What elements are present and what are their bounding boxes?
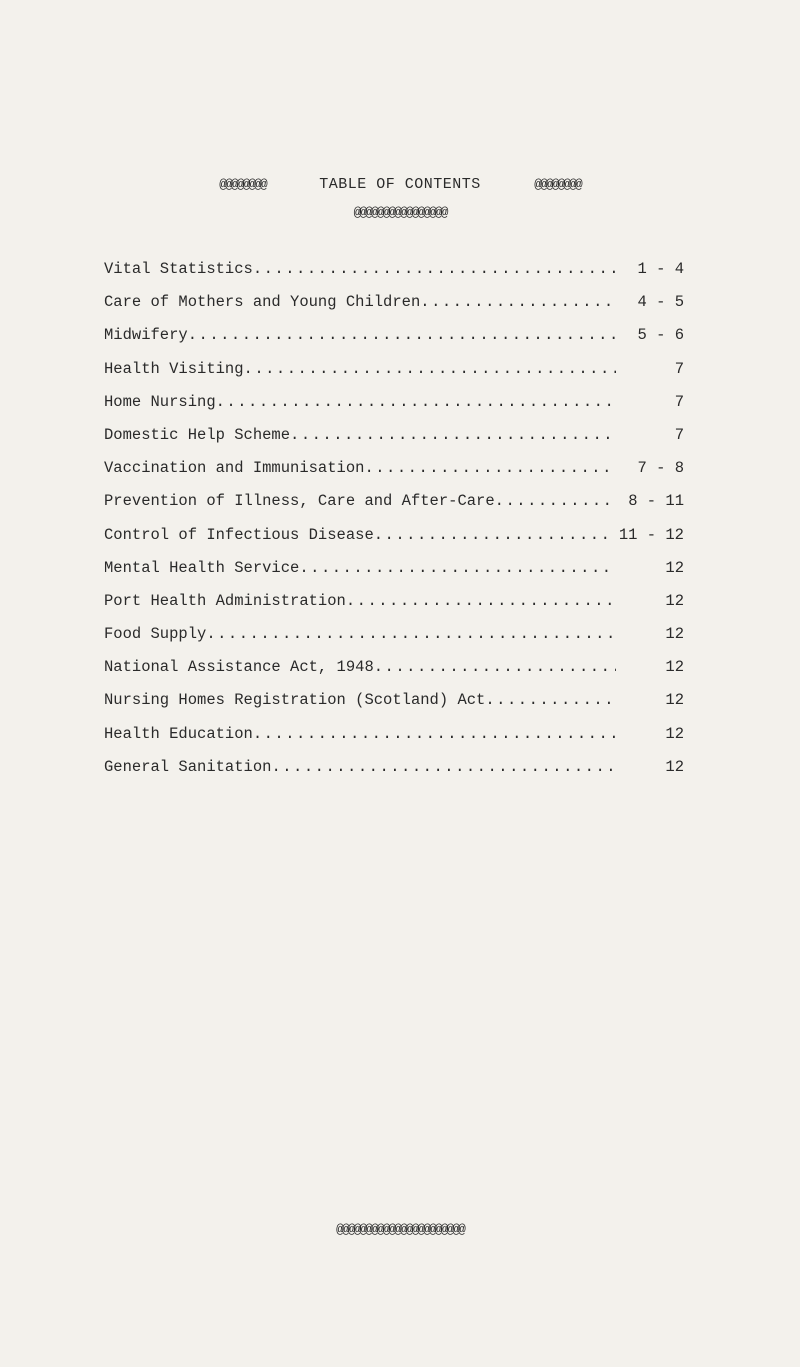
toc-entry-label: Health Visiting <box>104 359 244 378</box>
toc-entry-label: Prevention of Illness, Care and After-Care <box>104 492 495 511</box>
footer-ornament: @@@@@@@@@@@@@@@@@@@@@@ <box>336 1222 464 1237</box>
toc-entry-pages: 4 - 5 <box>637 293 684 312</box>
dot-leader <box>420 293 616 311</box>
dot-leader <box>253 725 616 743</box>
dot-leader <box>495 492 616 510</box>
toc-entry-label: Domestic Help Scheme <box>104 425 291 444</box>
toc-entry <box>104 492 684 525</box>
toc-entry <box>104 592 684 625</box>
toc-entry-pages: 1 - 4 <box>637 260 684 278</box>
dot-leader <box>364 459 616 477</box>
toc-entry <box>104 426 684 459</box>
toc-entry <box>104 393 684 426</box>
dot-leader <box>299 559 616 577</box>
toc-entry-label: Health Education <box>104 724 253 743</box>
toc-entry <box>104 360 684 393</box>
toc-entry-label: Midwifery <box>104 326 188 345</box>
toc-entry <box>104 559 684 592</box>
toc-entry-label: Mental Health Service <box>104 558 300 577</box>
toc-entry-pages: 7 <box>674 425 684 444</box>
header-left-ornament: @@@@@@@@ <box>219 177 266 192</box>
dot-leader <box>253 260 616 278</box>
toc-entry-pages: 8 - 11 <box>628 492 684 511</box>
toc-entry-label: Home Nursing <box>104 392 216 411</box>
toc-entry-pages: 12 <box>665 757 684 776</box>
dot-leader <box>374 658 616 676</box>
dot-leader <box>206 625 616 643</box>
toc-entry <box>104 691 684 724</box>
toc-entry-pages: 12 <box>665 724 684 743</box>
toc-entry-pages: 12 <box>665 625 684 644</box>
toc-entry-label: Care of Mothers and Young Children <box>104 293 421 312</box>
toc-entry-pages: 7 <box>674 392 684 411</box>
toc-entry-pages: 12 <box>665 691 684 710</box>
toc-list <box>104 260 684 791</box>
toc-entry <box>104 459 684 492</box>
header-underline-ornament: @@@@@@@@@@@@@@@@ <box>353 205 447 220</box>
toc-entry <box>104 326 684 359</box>
dot-leader <box>374 526 613 544</box>
dot-leader <box>188 326 616 344</box>
toc-entry-label: General Sanitation <box>104 757 272 776</box>
toc-entry <box>104 526 684 559</box>
dot-leader <box>290 426 616 444</box>
toc-entry-pages: 5 - 6 <box>637 326 684 345</box>
toc-entry-label: Port Health Administration <box>104 591 346 610</box>
toc-entry-label: Nursing Homes Registration (Scotland) Act <box>104 691 486 710</box>
header-right-ornament: @@@@@@@@ <box>534 177 581 192</box>
toc-entry-pages: 12 <box>665 658 684 677</box>
toc-entry-label: Vital Statistics <box>104 260 253 278</box>
toc-entry-pages: 7 <box>674 359 684 378</box>
toc-entry-pages: 12 <box>665 558 684 577</box>
toc-entry-pages: 7 - 8 <box>637 459 684 478</box>
toc-entry-label: Food Supply <box>104 625 207 644</box>
toc-entry <box>104 758 684 791</box>
dot-leader <box>271 758 616 776</box>
page-title: TABLE OF CONTENTS <box>319 176 481 193</box>
dot-leader <box>244 360 616 378</box>
toc-entry-label: Control of Infectious Disease <box>104 525 374 544</box>
toc-entry <box>104 725 684 758</box>
toc-entry <box>104 260 684 293</box>
toc-entry-label: National Assistance Act, 1948 <box>104 658 374 677</box>
toc-header <box>0 176 800 193</box>
toc-entry-pages: 11 - 12 <box>618 525 684 544</box>
toc-entry <box>104 658 684 691</box>
dot-leader <box>346 592 616 610</box>
toc-entry-label: Vaccination and Immunisation <box>104 459 365 478</box>
toc-entry <box>104 293 684 326</box>
dot-leader <box>485 691 616 709</box>
dot-leader <box>216 393 616 411</box>
toc-entry-pages: 12 <box>665 591 684 610</box>
toc-entry <box>104 625 684 658</box>
